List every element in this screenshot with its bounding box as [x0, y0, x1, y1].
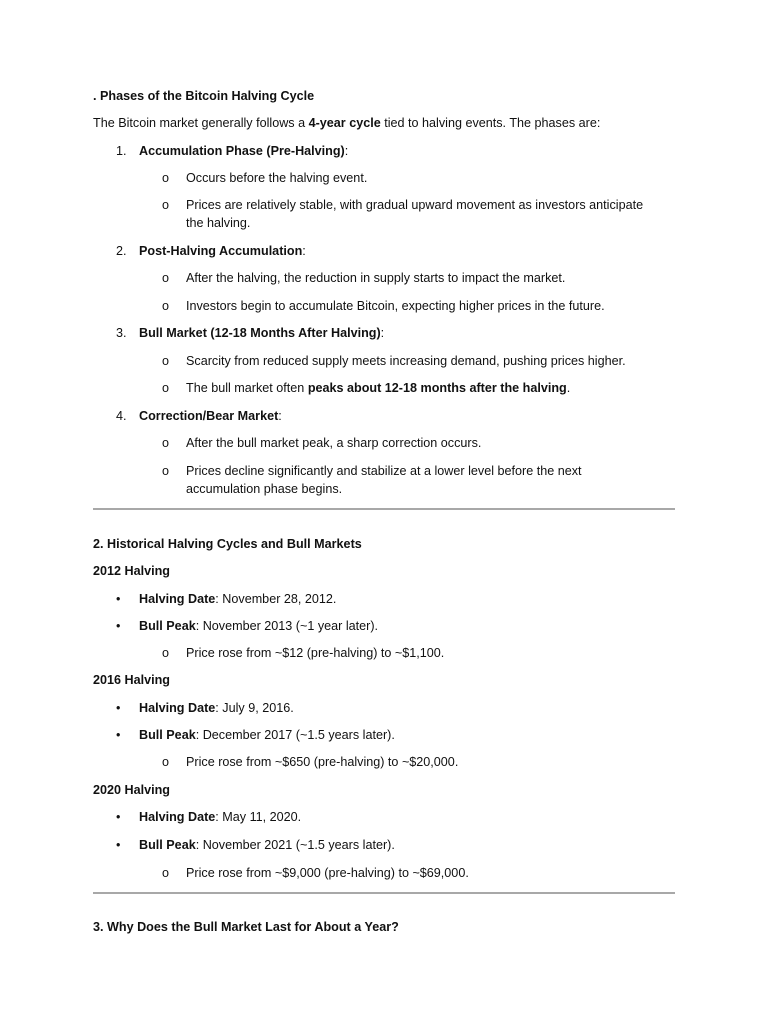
- halving-date: Halving Date: July 9, 2016.: [139, 701, 294, 715]
- sub-bullet-icon: o: [162, 755, 170, 769]
- phase-point: The bull market often peaks about 12-18 months after the halving.: [186, 381, 571, 395]
- price-note: Price rose from ~$9,000 (pre-halving) to ~$69,000.: [186, 866, 469, 880]
- sub-bullet-icon: o: [162, 866, 170, 880]
- cycle-title: 2012 Halving: [93, 564, 171, 578]
- bullet-icon: •: [116, 592, 121, 606]
- sub-bullet-icon: o: [162, 171, 170, 185]
- phase-number: 1.: [116, 144, 127, 158]
- phase-point: Investors begin to accumulate Bitcoin, expecting higher prices in the future.: [186, 299, 605, 313]
- bull-peak: Bull Peak: December 2017 (~1.5 years later).: [139, 728, 395, 742]
- sub-bullet-icon: o: [162, 299, 170, 313]
- bullet-icon: •: [116, 619, 121, 633]
- halving-date: Halving Date: November 28, 2012.: [139, 592, 337, 606]
- phase-point: Prices are relatively stable, with gradual upward movement as investors anticipate: [186, 198, 644, 212]
- sub-bullet-icon: o: [162, 381, 170, 395]
- bull-peak: Bull Peak: November 2021 (~1.5 years later).: [139, 838, 395, 852]
- bull-peak: Bull Peak: November 2013 (~1 year later).: [139, 619, 379, 633]
- cycle-title: 2020 Halving: [93, 783, 171, 797]
- phase-point: Occurs before the halving event.: [186, 171, 368, 185]
- section-1-intro: The Bitcoin market generally follows a 4-year cycle tied to halving events. The phases are:: [93, 116, 601, 130]
- phase-title: Accumulation Phase (Pre-Halving):: [139, 144, 349, 158]
- halving-date: Halving Date: May 11, 2020.: [139, 810, 302, 824]
- phase-title: Bull Market (12-18 Months After Halving):: [139, 326, 385, 340]
- horizontal-divider: [93, 508, 675, 510]
- sub-bullet-icon: o: [162, 436, 170, 450]
- section-1-heading: . Phases of the Bitcoin Halving Cycle: [93, 89, 315, 103]
- horizontal-divider: [93, 892, 675, 894]
- bullet-icon: •: [116, 810, 121, 824]
- section-3-heading: 3. Why Does the Bull Market Last for About a Year?: [93, 920, 399, 934]
- phase-point-continued: accumulation phase begins.: [186, 482, 343, 496]
- phase-point: After the bull market peak, a sharp correction occurs.: [186, 436, 482, 450]
- sub-bullet-icon: o: [162, 646, 170, 660]
- phase-point: After the halving, the reduction in supply starts to impact the market.: [186, 271, 566, 285]
- section-2-heading: 2. Historical Halving Cycles and Bull Markets: [93, 537, 362, 551]
- bullet-icon: •: [116, 838, 121, 852]
- sub-bullet-icon: o: [162, 198, 170, 212]
- phase-number: 4.: [116, 409, 127, 423]
- phase-number: 3.: [116, 326, 127, 340]
- phase-point: Scarcity from reduced supply meets increasing demand, pushing prices higher.: [186, 354, 626, 368]
- bullet-icon: •: [116, 728, 121, 742]
- sub-bullet-icon: o: [162, 464, 170, 478]
- bullet-icon: •: [116, 701, 121, 715]
- phase-point-continued: the halving.: [186, 216, 251, 230]
- sub-bullet-icon: o: [162, 271, 170, 285]
- price-note: Price rose from ~$12 (pre-halving) to ~$1,100.: [186, 646, 445, 660]
- phase-title: Post-Halving Accumulation:: [139, 244, 306, 258]
- phase-point: Prices decline significantly and stabilize at a lower level before the next: [186, 464, 582, 478]
- phase-number: 2.: [116, 244, 127, 258]
- cycle-title: 2016 Halving: [93, 673, 171, 687]
- sub-bullet-icon: o: [162, 354, 170, 368]
- phase-title: Correction/Bear Market:: [139, 409, 282, 423]
- price-note: Price rose from ~$650 (pre-halving) to ~$20,000.: [186, 755, 459, 769]
